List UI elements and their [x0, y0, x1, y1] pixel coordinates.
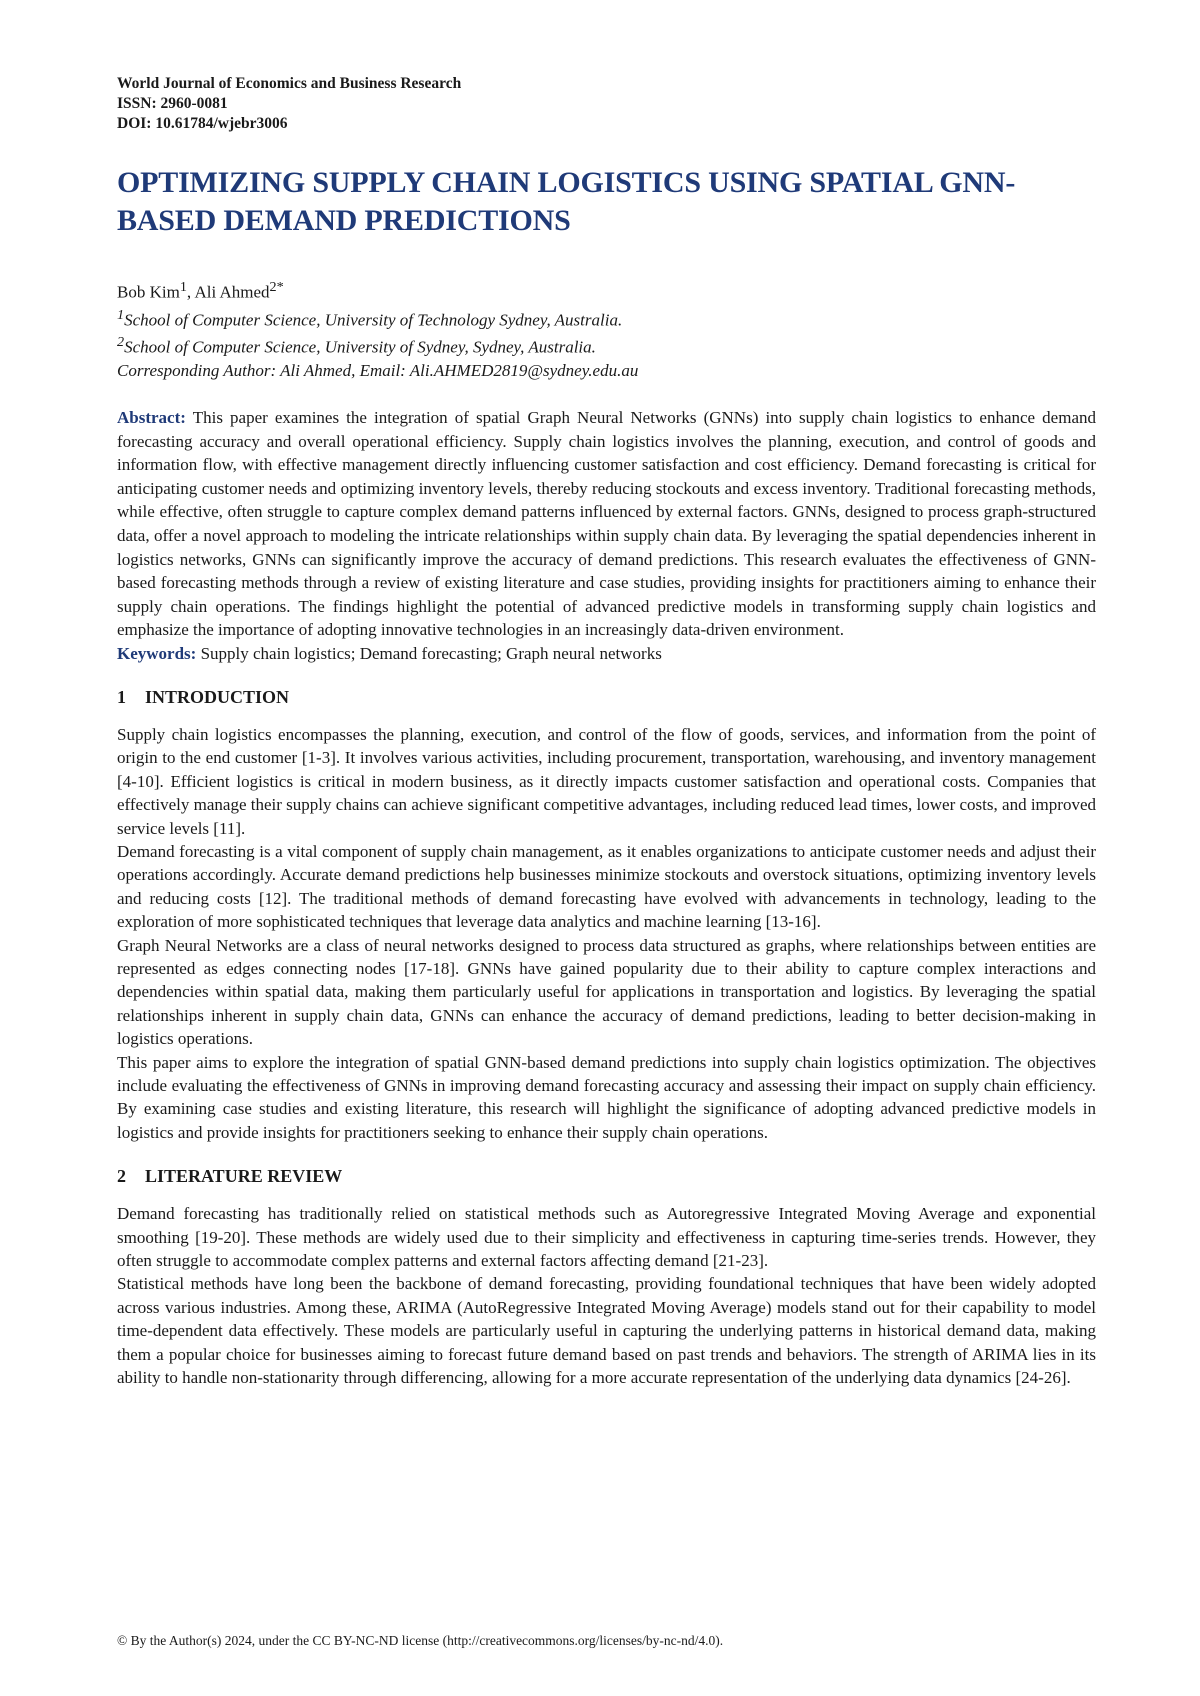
affiliation-2 [117, 331, 1096, 359]
author-line [117, 276, 1096, 304]
journal-header [117, 74, 1096, 134]
keywords [117, 642, 1096, 665]
author-1-sup: 1 [179, 279, 187, 295]
license-footer: © By the Author(s) 2024, under the CC BY-NC-ND license (http://creativecommons.org/licenses/by-nc-nd/4.0). [117, 1633, 724, 1648]
abstract-label: Abstract: [117, 407, 186, 427]
author-2-sup: 2* [269, 279, 284, 295]
journal-doi: DOI: 10.61784/wjebr3006 [117, 115, 288, 132]
section-title: INTRODUCTION [145, 686, 290, 707]
journal-name: World Journal of Economics and Business Research [117, 75, 462, 92]
abstract-text: This paper examines the integration of spatial Graph Neural Networks (GNNs) into supply chain logistics to enhance demand forecasting accuracy and overall operational efficiency. Supply chain logistics involves the planning, execution, and control of goods and information flow, with effective management directly influencing customer satisfaction and cost efficiency. Demand forecasting is critical for anticipating customer needs and optimizing inventory levels, thereby reducing stockouts and excess inventory. Traditional forecasting methods, while effective, often struggle to capture complex demand patterns influenced by external factors. GNNs, designed to process graph-structured data, offer a novel approach to modeling the intricate relationships within supply chain data. By leveraging the spatial dependencies inherent in logistics networks, GNNs can significantly improve the accuracy of demand predictions. This research evaluates the effectiveness of GNN-based forecasting methods through a review of existing literature and case studies, providing insights for practitioners aiming to enhance their supply chain operations. The findings highlight the potential of advanced predictive models in transforming supply chain logistics and emphasize the importance of adopting innovative technologies in an increasingly data-driven environment. [117, 407, 1096, 640]
section-heading-literature-review [117, 1164, 1096, 1188]
section-title: LITERATURE REVIEW [145, 1166, 343, 1187]
section-heading-introduction [117, 685, 1096, 709]
affiliation-1-sup: 1 [117, 306, 125, 323]
lit-paragraph-2: Statistical methods have long been the backbone of demand forecasting, providing foundational techniques that have been widely adopted across various industries. Among these, ARIMA (AutoRegressive Integrated Moving Average) models stand out for their capability to model time-dependent data effectively. These models are particularly useful in capturing the underlying patterns in historical demand data, making them a popular choice for businesses aiming to forecast future demand based on past trends and behaviors. The strength of ARIMA lies in its ability to handle non-stationarity through differencing, allowing for a more accurate representation of the underlying data dynamics [24-26]. [117, 1274, 1096, 1388]
keywords-text: Supply chain logistics; Demand forecasting; Graph neural networks [200, 643, 662, 663]
journal-issn: ISSN: 2960-0081 [117, 95, 228, 112]
intro-paragraph-1: Supply chain logistics encompasses the planning, execution, and control of the flow of goods, services, and information from the point of origin to the end customer [1-3]. It involves various activities, including procurement, transportation, warehousing, and inventory management [4-10]. Efficient logistics is critical in modern business, as it directly impacts customer satisfaction and operational costs. Companies that effectively manage their supply chains can achieve significant competitive advantages, including reduced lead times, lower costs, and improved service levels [11]. [117, 724, 1096, 838]
affiliation-1-text: School of Computer Science, University of Technology Sydney, Australia. [124, 310, 623, 330]
intro-paragraph-2: Demand forecasting is a vital component of supply chain management, as it enables organizations to anticipate customer needs and adjust their operations accordingly. Accurate demand predictions help businesses minimize stockouts and overstock situations, optimizing inventory levels and reducing costs [12]. The traditional methods of demand forecasting have evolved with advancements in technology, leading to the exploration of more sophisticated techniques that leverage data analytics and machine learning [13-16]. [117, 841, 1096, 932]
affiliation-2-text: School of Computer Science, University of Sydney, Sydney, Australia. [124, 337, 596, 357]
intro-paragraph-3: Graph Neural Networks are a class of neural networks designed to process data structured as graphs, where relationships between entities are represented as edges connecting nodes [17-18]. GNNs have gained popularity due to their ability to capture complex interactions and dependencies within spatial data, making them particularly useful for applications in transportation and logistics. By leveraging the spatial relationships inherent in supply chain data, GNNs can enhance the accuracy of demand predictions, leading to better decision-making in logistics operations. [117, 935, 1096, 1049]
keywords-label: Keywords: [117, 643, 197, 663]
affiliation-1 [117, 304, 1096, 332]
author-separator: , [186, 282, 195, 302]
corresponding-author: Corresponding Author: Ali Ahmed, Email: Ali.AHMED2819@sydney.edu.au [117, 360, 639, 380]
paper-title: OPTIMIZING SUPPLY CHAIN LOGISTICS USING SPATIAL GNN-BASED DEMAND PREDICTIONS [117, 166, 1016, 237]
section-number: 2 [117, 1166, 126, 1187]
author-1: Bob Kim [117, 282, 180, 302]
author-2: Ali Ahmed [194, 282, 270, 302]
section-number: 1 [117, 686, 126, 707]
affiliation-2-sup: 2 [117, 334, 125, 351]
intro-paragraph-4: This paper aims to explore the integration of spatial GNN-based demand predictions into supply chain logistics optimization. The objectives include evaluating the effectiveness of GNNs in improving demand forecasting accuracy and assessing their impact on supply chain efficiency. By examining case studies and existing literature, this research will highlight the significance of adopting advanced predictive models in logistics and provide insights for practitioners seeking to enhance their supply chain operations. [117, 1052, 1096, 1142]
lit-paragraph-1: Demand forecasting has traditionally relied on statistical methods such as Autoregressive Integrated Moving Average and exponential smoothing [19-20]. These methods are widely used due to their simplicity and effectiveness in capturing time-series trends. However, they often struggle to accommodate complex patterns and external factors affecting demand [21-23]. [117, 1204, 1096, 1271]
abstract [117, 406, 1096, 642]
